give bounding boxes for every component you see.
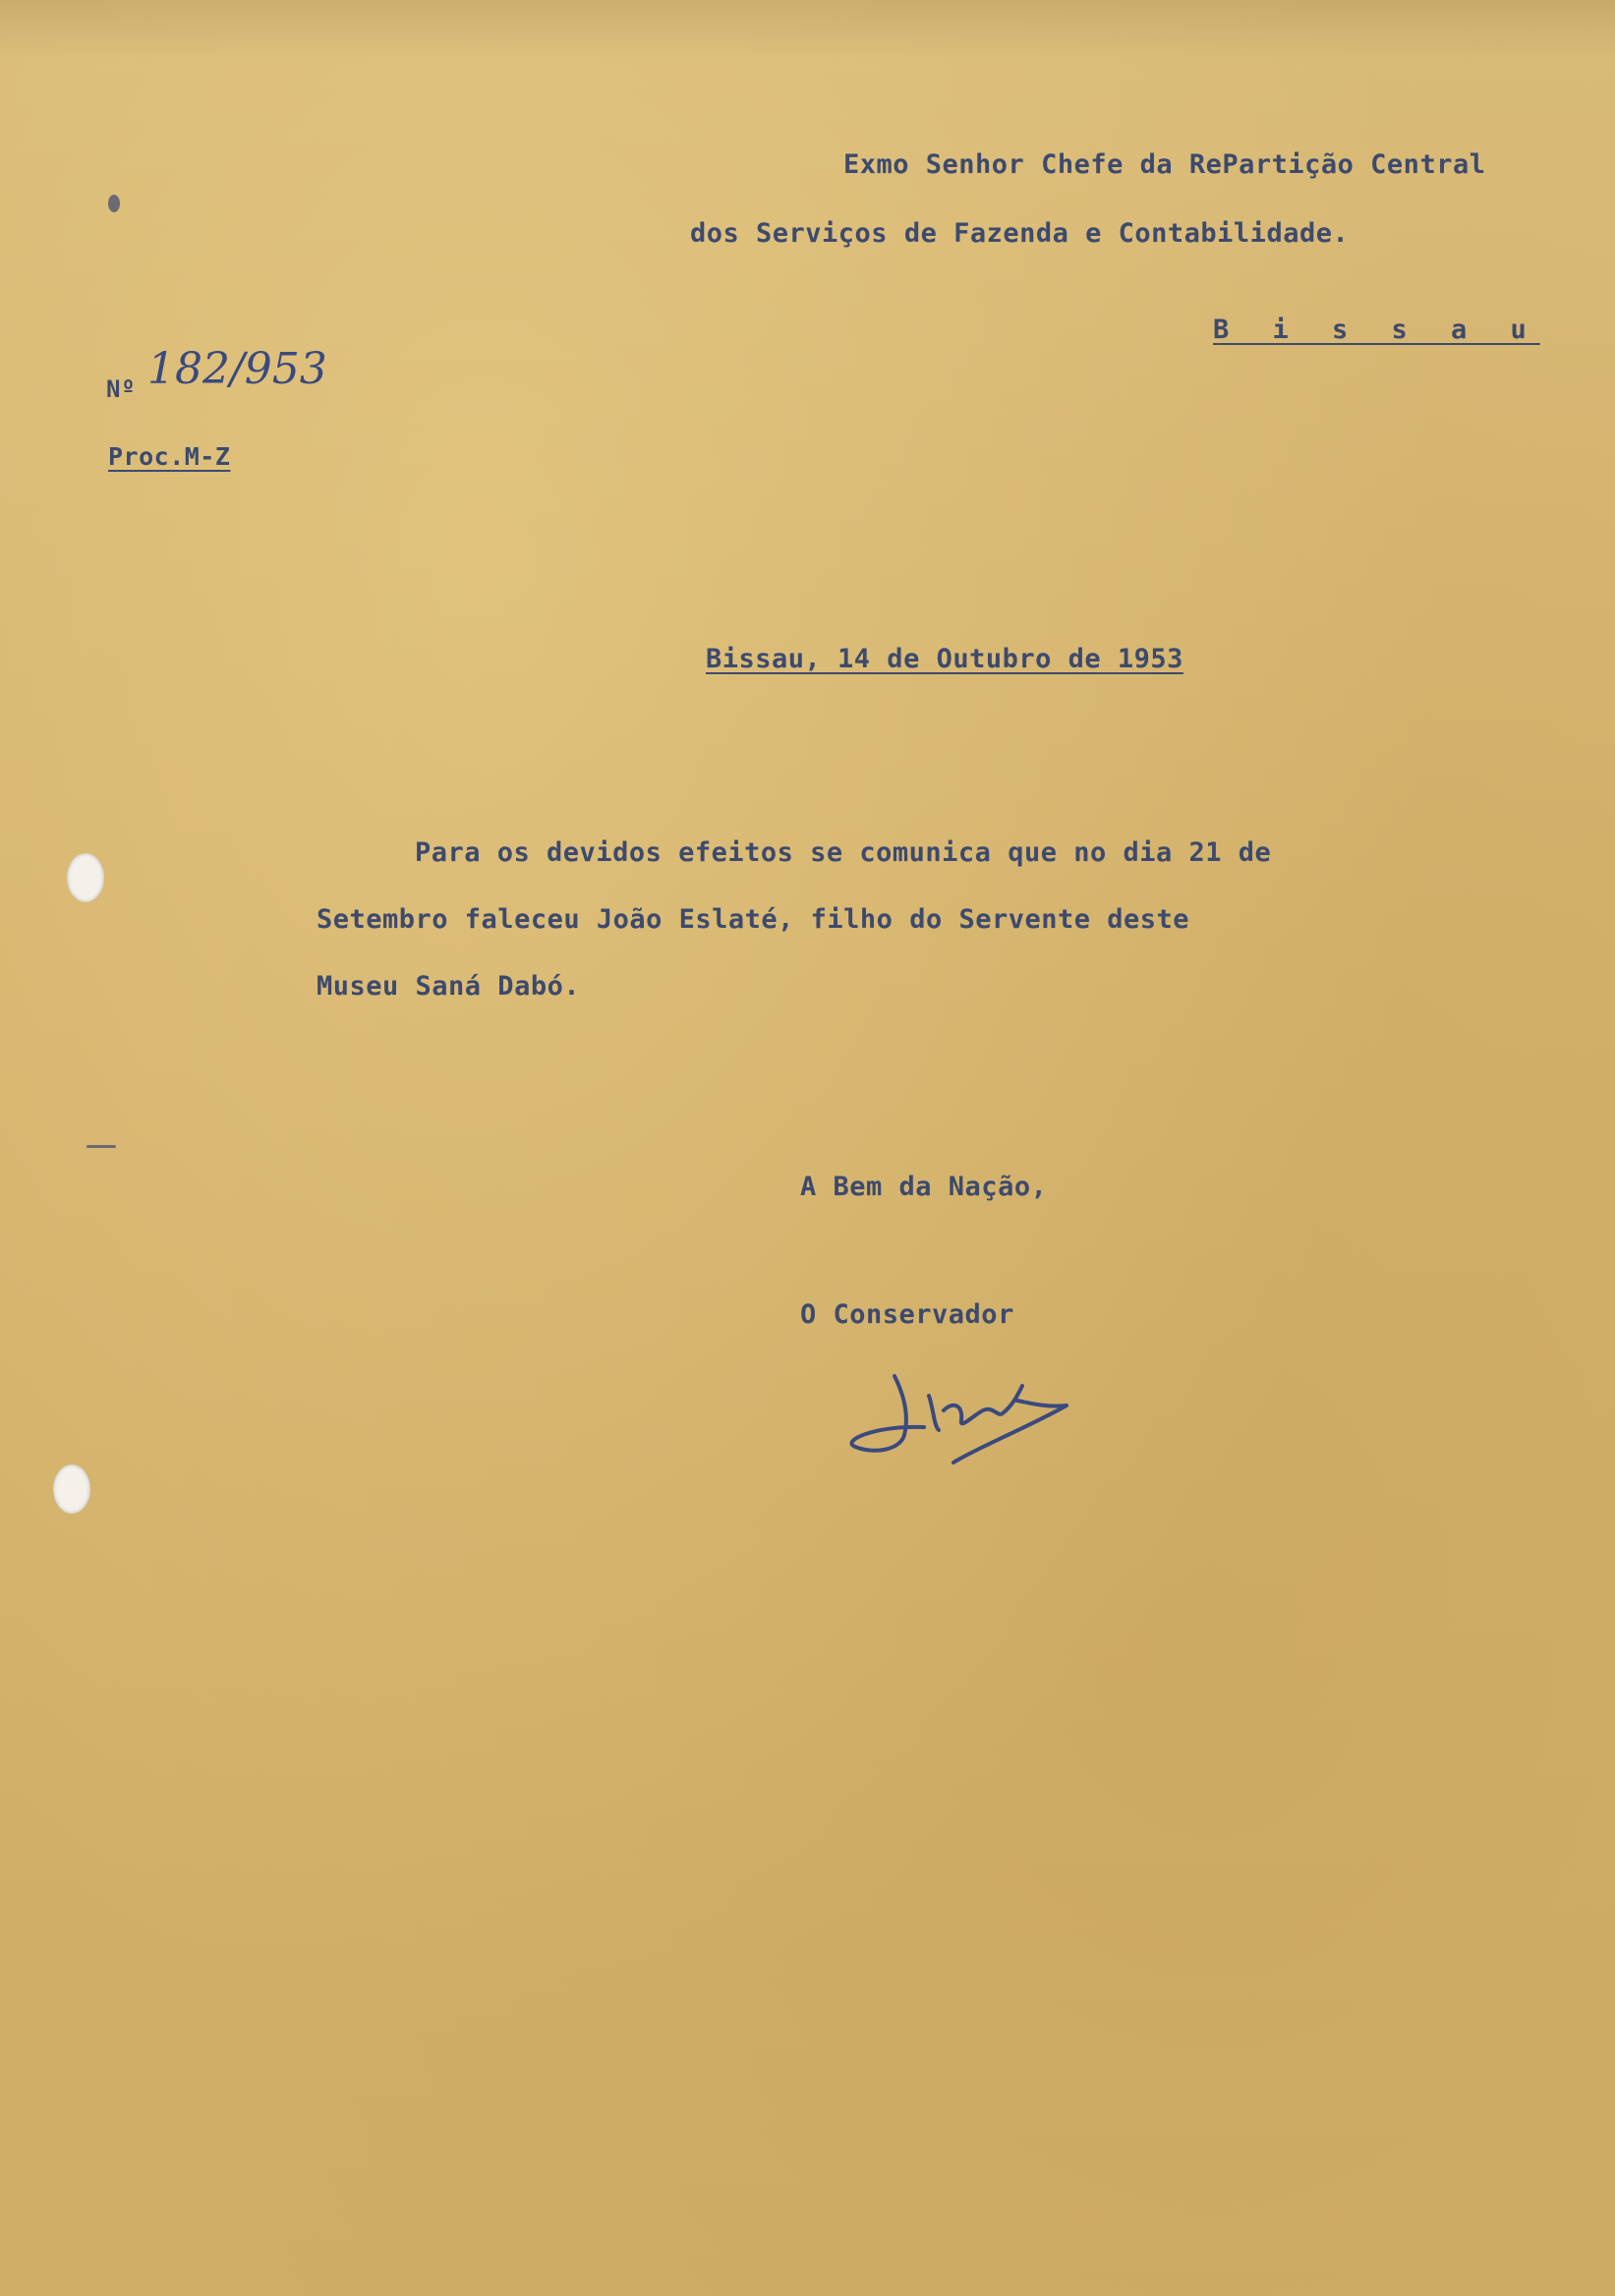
closing-salutation: A Bem da Nação, — [800, 1172, 1048, 1202]
top-edge-shadow — [0, 0, 1615, 59]
reference-prefix: Nº — [106, 375, 136, 403]
addressee-city: B i s s a u — [1213, 315, 1540, 345]
page-mark — [87, 1145, 116, 1148]
process-reference: Proc.M-Z — [108, 442, 231, 471]
body-line-1: Para os devidos efeitos se comunica que no dia 21 de — [415, 837, 1272, 868]
handwritten-signature — [836, 1356, 1091, 1474]
body-line-3: Museu Saná Dabó. — [317, 971, 581, 1002]
addressee-line-1: Exmo Senhor Chefe da RePartição Central — [843, 149, 1486, 180]
punch-hole-bottom — [53, 1464, 90, 1514]
reference-number: 182/953 — [147, 344, 327, 394]
letter-date: Bissau, 14 de Outubro de 1953 — [706, 644, 1183, 674]
signatory-title: O Conservador — [800, 1299, 1014, 1330]
punch-hole-top — [67, 853, 104, 902]
addressee-line-2: dos Serviços de Fazenda e Contabilidade. — [690, 218, 1350, 249]
ink-spot — [108, 195, 120, 212]
body-line-2: Setembro faleceu João Eslaté, filho do Servente deste — [317, 904, 1190, 935]
